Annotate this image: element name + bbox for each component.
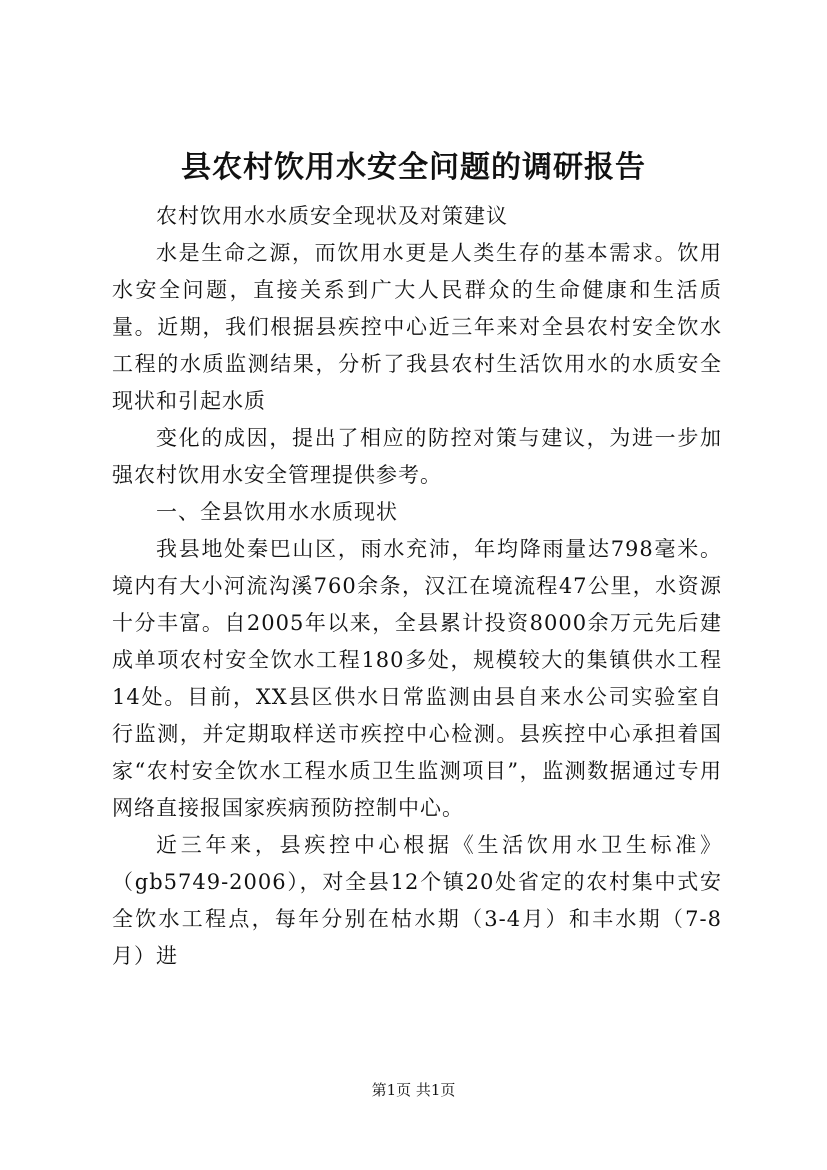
document-title: 县农村饮用水安全问题的调研报告: [181, 150, 646, 185]
paragraph-monitoring: 近三年来，县疾控中心根据《生活饮用水卫生标准》（gb5749-2006），对全县12个镇20处省定的农村集中式安全饮水工程点，每年分别在枯水期（3-4月）和丰水期（7-8月）进: [112, 833, 722, 968]
paragraph-subtitle: 农村饮用水水质安全现状及对策建议: [156, 204, 508, 228]
paragraph-intro: 水是生命之源，而饮用水更是人类生存的基本需求。饮用水安全问题，直接关系到广大人民群众的生命健康和生活质量。近期，我们根据县疾控中心近三年来对全县农村安全饮水工程的水质监测结果，分析了我县农村生活饮用水的水质安全现状和引起水质: [112, 241, 722, 413]
section-heading-1: 一、全县饮用水水质现状: [156, 500, 398, 524]
document-body: [112, 198, 722, 975]
paragraph-intro-continued: 变化的成因，提出了相应的防控对策与建议，为进一步加强农村饮用水安全管理提供参考。: [112, 426, 722, 487]
page-number-footer: 第1页 共1页: [371, 1081, 456, 1099]
paragraph-county-overview: 我县地处秦巴山区，雨水充沛，年均降雨量达798毫米。境内有大小河流沟溪760余条，汉江在境流程47公里，水资源十分丰富。自2005年以来，全县累计投资8000余万元先后建成单项农村安全饮水工程180多处，规模较大的集镇供水工程14处。目前，XX县区供水日常监测由县自来水公司实验室自行监测，并定期取样送市疾控中心检测。县疾控中心承担着国家“农村安全饮水工程水质卫生监测项目”，监测数据通过专用网络直接报国家疾病预防控制中心。: [112, 537, 722, 820]
